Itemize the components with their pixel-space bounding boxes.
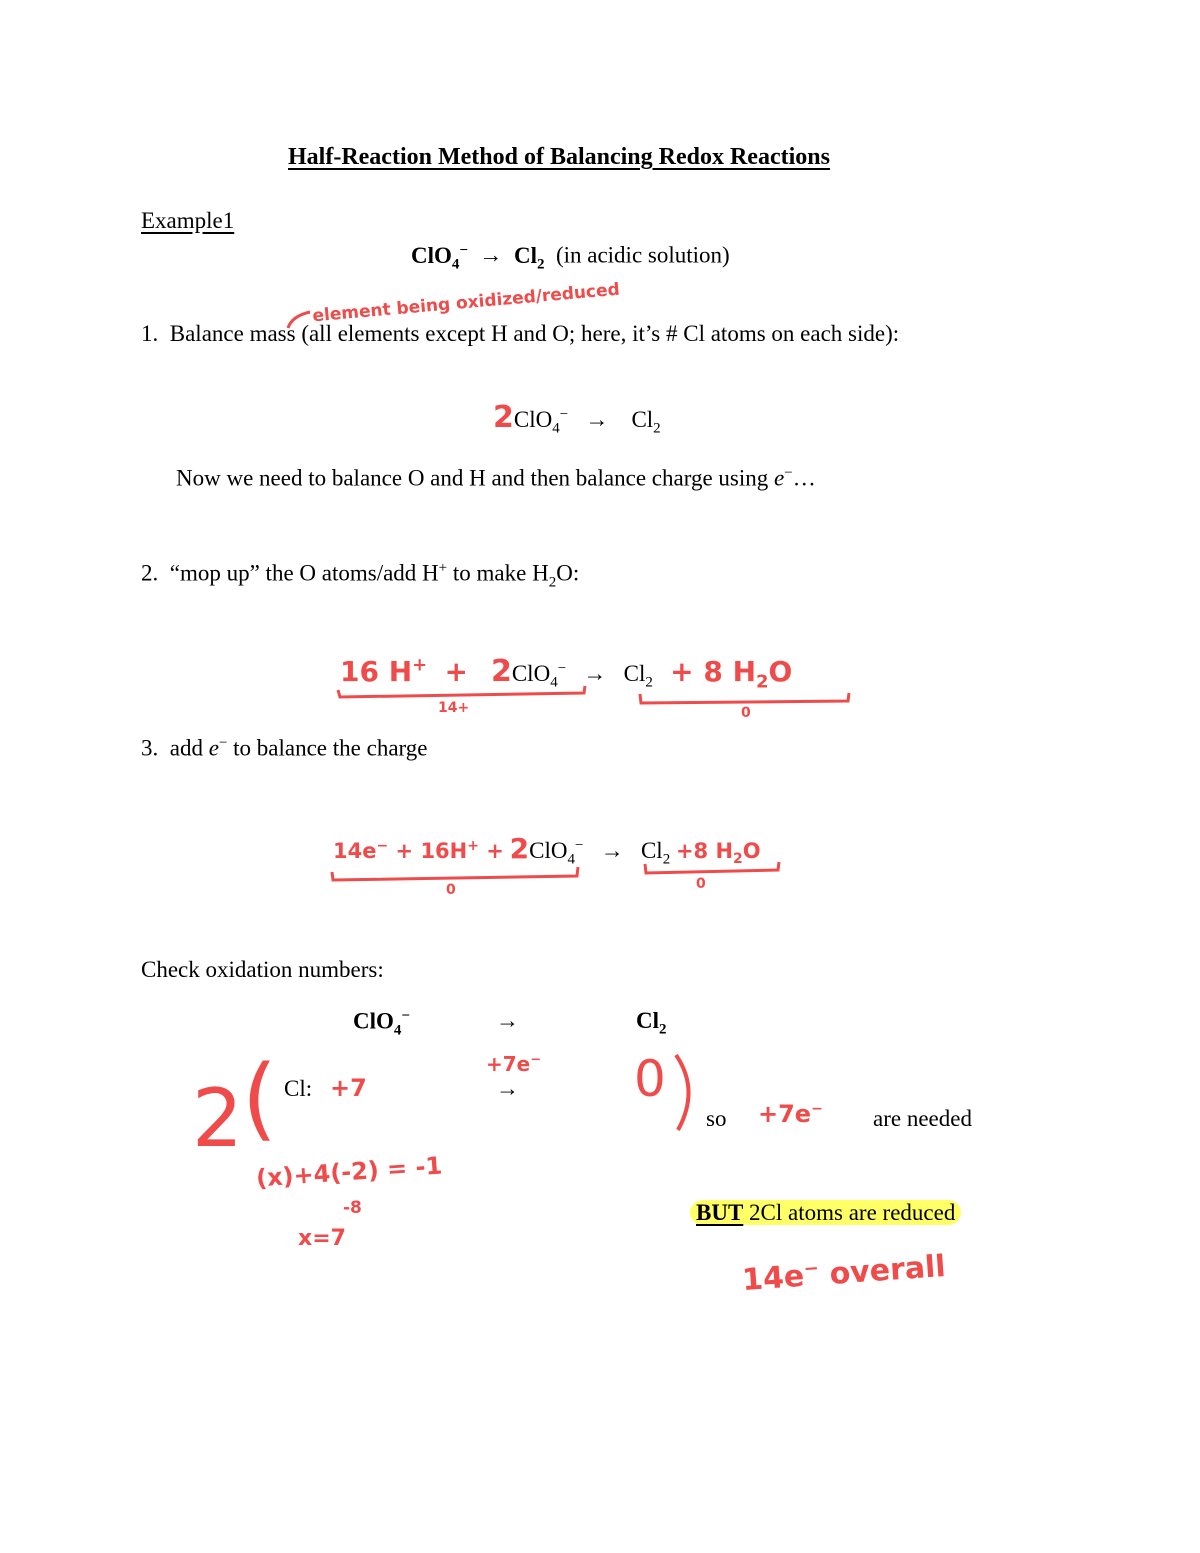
needed-value: +7e− [758,1100,823,1128]
eq2-arrow: → [583,661,607,686]
eq2-right-charge: 0 [741,705,751,721]
open-paren: ( [242,1046,278,1151]
check-arrow: → [496,1008,519,1033]
check-product: $Cl_2$ [636,1008,667,1038]
step2-number: 2. [141,560,159,586]
step1-text: Balance mass (all elements except H and O; here, it’s # Cl atoms on each side): [169,321,900,346]
eq2-reactant: ClO$_4$− [511,660,567,691]
main-condition: (in acidic solution) [555,242,730,268]
calc-line-2: -8 [343,1198,362,1218]
electrons-over-arrow: +7e− [486,1052,542,1076]
cl-value: +7 [330,1074,367,1102]
but-statement: BUT 2Cl atoms are reduced [690,1200,961,1226]
main-reactant: ClO$_4$− [411,242,468,273]
eq3-left-bracket [332,867,578,880]
eq2-left-charge: 14+ [438,700,470,716]
step3-number: 3. [141,735,159,761]
eq2-product: $Cl_2$ [623,661,653,691]
eq1-product: $Cl_2$ [631,407,661,437]
eq3-right-charge: 0 [696,876,706,892]
now-text: Now we need to balance O and H and then balance charge using e−… [176,465,816,491]
calc-line-3: x=7 [298,1226,346,1251]
eq2-right-bracket [640,693,849,703]
handwritten-note: element being oxidized/reduced [311,279,621,327]
eq2-coefficient: 2 [490,654,512,689]
eq1-arrow: → [585,407,609,432]
equation-1 [493,400,661,438]
eq1-coefficient: 2 [493,400,514,435]
calc-line-1: (x)+4(-2) = -1 [255,1151,444,1193]
product-value: 0 [634,1050,666,1108]
eq3-water: +8 $H_2O$ [675,839,761,868]
eq3-electrons: 14e− + 16H+ + [333,838,504,863]
equation-3 [333,832,761,869]
eq3-left-charge: 0 [446,882,456,898]
eq2-plus: + [444,655,468,688]
eq3-product: $Cl_2$ [640,838,671,868]
eq3-coefficient: 2 [509,832,530,865]
check-heading: Check oxidation numbers: [141,957,384,982]
eq3-arrow: → [600,838,624,863]
check-reactant: ClO$_4$− [353,1008,410,1039]
eq3-reactant: ClO$_4$− [529,837,584,868]
eq1-reactant: ClO$_4$− [513,406,569,437]
eq2-hydrogen: 16 H+ [340,654,428,688]
main-reaction [411,242,730,273]
cl-label: Cl: [284,1076,313,1101]
main-arrow: → [479,242,503,268]
main-product: $Cl_2$ [513,242,545,273]
step1 [141,321,899,347]
step1-number: 1. [141,321,159,346]
multiplier: 2 [192,1072,243,1165]
step2: 2. “mop up” the O atoms/add H+ to make $H_2O$: [141,560,580,591]
so-text: so [706,1106,727,1131]
are-needed-text: are needed [873,1106,972,1131]
overall-electrons: 14e− overall [741,1248,947,1299]
check-arrow-2: → [496,1076,519,1101]
eq2-water: + 8 $H_2O$ [670,655,793,693]
close-paren-stroke [676,1055,689,1130]
page-title: Half-Reaction Method of Balancing Redox Reactions [288,144,830,170]
step3: 3. add e− to balance the charge [141,735,428,761]
equation-2 [340,654,792,693]
example-label: Example1 [141,208,235,233]
